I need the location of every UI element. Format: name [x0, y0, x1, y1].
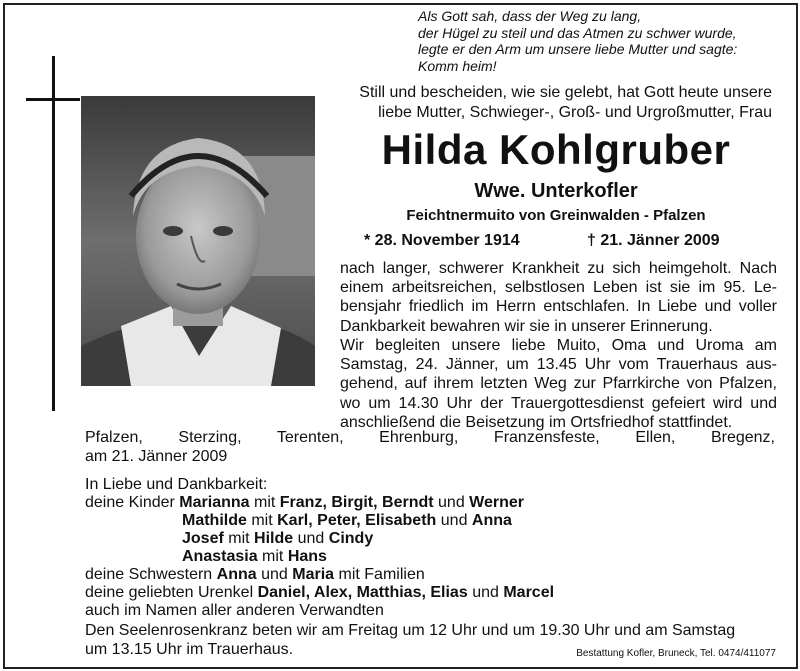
- partner-names: Franz, Birgit, Berndt: [279, 494, 434, 511]
- paragraph-line: Wir begleiten unsere liebe Muito, Oma und Uroma am: [340, 337, 777, 354]
- verse-line: Als Gott sah, dass der Weg zu lang,: [418, 8, 642, 24]
- und-word: und: [261, 566, 288, 583]
- funeral-paragraph: [340, 336, 777, 432]
- child-name: Anastasia: [182, 548, 258, 565]
- death-date: † 21. Jänner 2009: [587, 232, 720, 249]
- mit-word: mit: [228, 530, 250, 547]
- verse-line: legte er den Arm um unsere liebe Mutter und sagte:: [418, 41, 738, 57]
- paragraph-line: einem arbeitsreichen, selbstlosen Leben ist sie im 95. Le-: [340, 279, 777, 297]
- partner-names: Hilde: [254, 530, 294, 547]
- intro-line: liebe Mutter, Schwieger-, Groß- und Urgroßmutter, Frau: [378, 104, 772, 121]
- date-line: am 21. Jänner 2009: [85, 448, 228, 465]
- verse-line: Komm heim!: [418, 57, 497, 74]
- verse-line: der Hügel zu steil und das Atmen zu schwer wurde,: [418, 24, 737, 41]
- paragraph-line: anschließend die Beisetzung im Ortsfriedhof stattfindet.: [340, 413, 733, 431]
- children-row: [85, 494, 775, 512]
- portrait-photo-icon: [81, 96, 315, 386]
- partner-last: Anna: [471, 512, 512, 529]
- greatgrand-prefix: deine geliebten Urenkel: [85, 584, 254, 601]
- child-name: Mathilde: [182, 512, 247, 529]
- places-line: Pfalzen, Sterzing, Terenten, Ehrenburg, Franzensfeste, Ellen, Bregenz,: [85, 429, 775, 446]
- children-row: [85, 548, 775, 566]
- paragraph-line: bensjahr friedlich im Herrn entschlafen. In Liebe und voller: [340, 298, 777, 316]
- intro-line: Still und bescheiden, wie sie gelebt, hat Gott heute unsere: [359, 84, 772, 101]
- paragraph-line: Samstag, 24. Jänner, um 13.45 Uhr vom Trauerhaus aus-: [340, 356, 777, 374]
- paragraph-line: gehend, auf ihrem letzten Weg zur Pfarrkirche von Pfalzen,: [340, 375, 777, 393]
- greatgrand-row: [85, 584, 775, 602]
- child-name: Josef: [182, 530, 224, 547]
- deceased-name: Hilda Kohlgruber: [381, 126, 731, 173]
- birth-date: * 28. November 1914: [364, 232, 520, 249]
- und-word: und: [440, 512, 468, 529]
- children-row: [85, 530, 775, 548]
- partner-names: Hans: [287, 548, 327, 565]
- mourners-heading: In Liebe und Dankbarkeit:: [85, 476, 268, 493]
- und-word: und: [297, 530, 325, 547]
- others-line: auch im Namen aller anderen Verwandten: [85, 602, 384, 619]
- sister-name: Maria: [292, 566, 335, 583]
- paragraph-line: nach langer, schwerer Krankheit zu sich heimgeholt. Nach: [340, 260, 777, 277]
- undertaker-credit: Bestattung Kofler, Bruneck, Tel. 0474/411077: [576, 648, 776, 659]
- portrait-photo: [81, 96, 315, 386]
- greatgrand-last: Marcel: [503, 584, 555, 601]
- partner-names: Karl, Peter, Elisabeth: [277, 512, 437, 529]
- paragraph-line: wo um 14.30 Uhr der Trauergottesdienst gefeiert wird und: [340, 394, 777, 412]
- rosary-line: um 13.15 Uhr im Trauerhaus.: [85, 641, 294, 658]
- mit-word: mit: [262, 548, 284, 565]
- partner-last: Werner: [469, 494, 525, 511]
- sister-name: Anna: [216, 566, 257, 583]
- children-row: [85, 512, 775, 530]
- rosary-line: Den Seelenrosenkranz beten wir am Freitag um 12 Uhr und um 19.30 Uhr und am Samstag: [85, 622, 736, 639]
- und-word: und: [438, 494, 465, 511]
- cross-icon-vertical: [52, 56, 55, 411]
- intro-text: [340, 83, 772, 123]
- sisters-prefix: deine Schwestern: [85, 566, 213, 583]
- origin-line: Feichtnermuito von Greinwalden - Pfalzen: [406, 207, 706, 224]
- child-name: Marianna: [179, 494, 250, 511]
- partner-last: Cindy: [328, 530, 374, 547]
- mourners-list: [85, 476, 775, 620]
- obituary-paragraph: [340, 259, 777, 336]
- greatgrand-names: Daniel, Alex, Matthias, Elias: [257, 584, 468, 601]
- mit-word: mit: [251, 512, 273, 529]
- verse-block: [418, 8, 776, 74]
- sisters-row: [85, 566, 775, 584]
- cross-icon-horizontal: [26, 98, 80, 101]
- widow-name: Wwe. Unterkofler: [474, 180, 638, 202]
- children-prefix: deine Kinder: [85, 494, 175, 511]
- places-date: [85, 428, 775, 466]
- und-word: und: [472, 584, 499, 601]
- mit-word: mit: [254, 494, 276, 511]
- paragraph-line: Dankbarkeit bewahren wir sie in unserer Erinnerung.: [340, 317, 713, 335]
- sisters-suffix: mit Familien: [338, 566, 425, 583]
